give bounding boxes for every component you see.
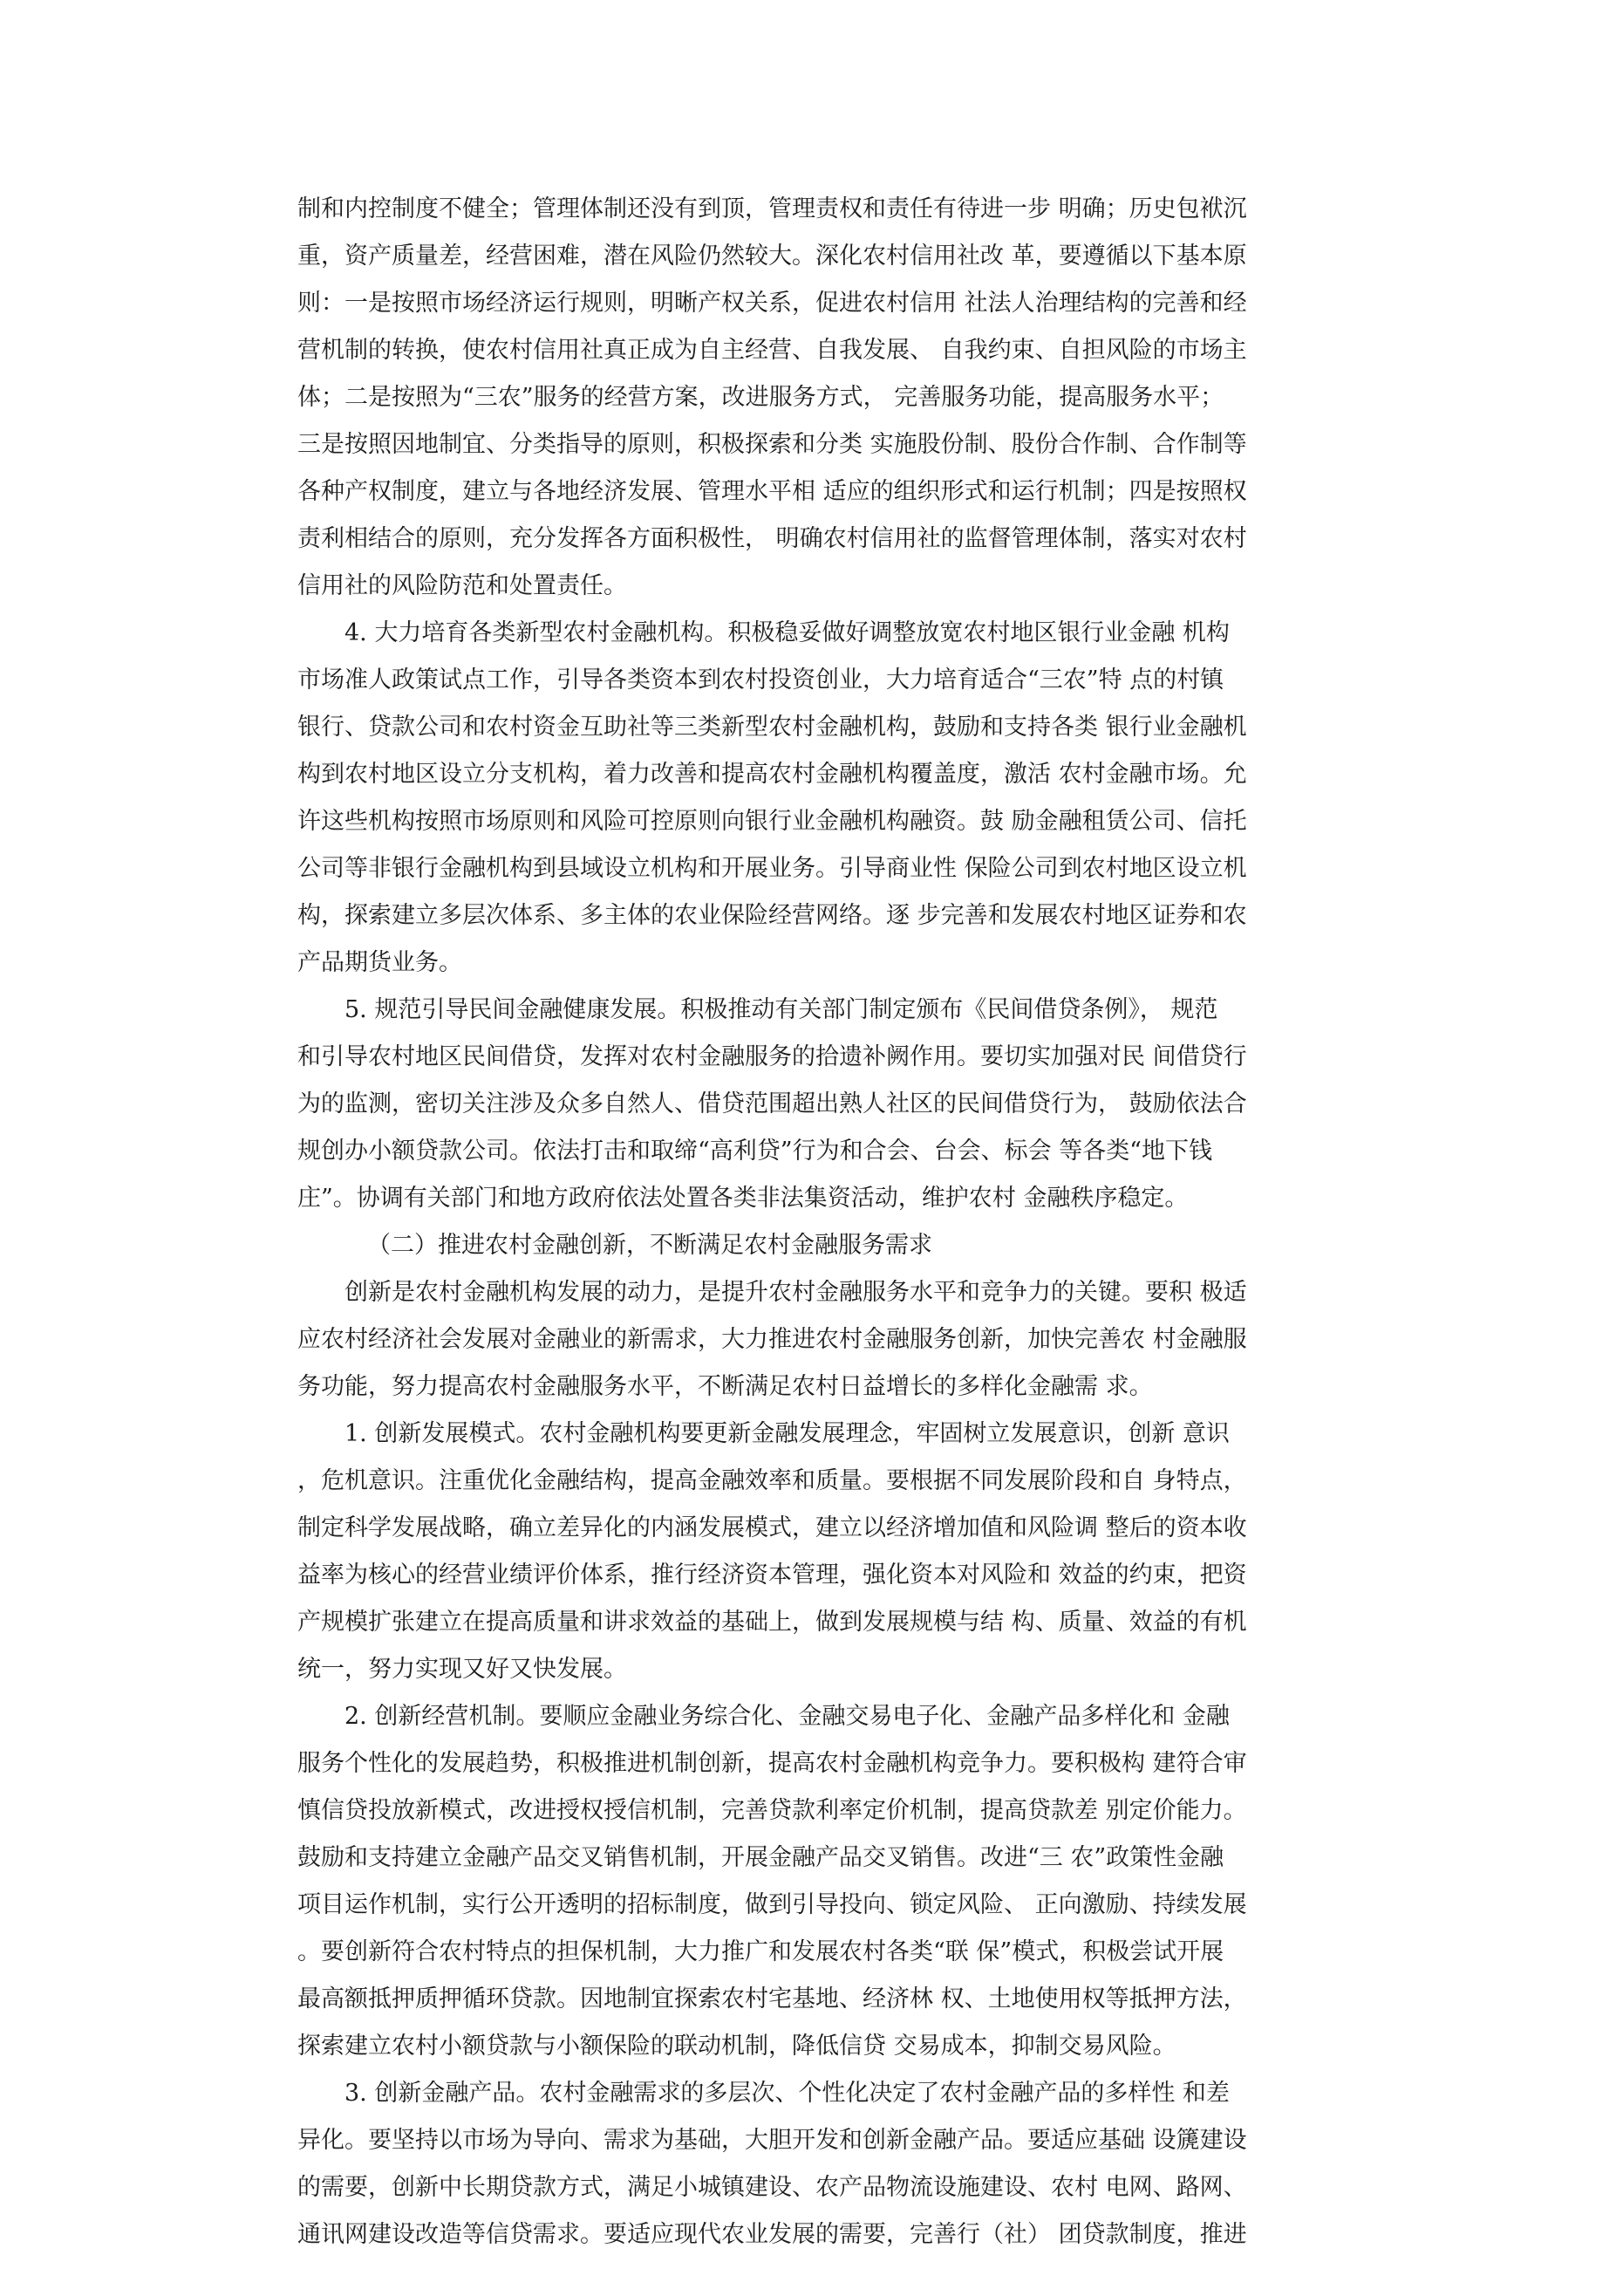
text-line: 最高额抵押质押循环贷款。因地制宜探索农村宅基地、经济林 权、土地使用权等抵押方法， xyxy=(297,1985,1247,2012)
text-line: 各种产权制度，建立与各地经济发展、管理水平相 适应的组织形式和运行机制；四是按照权 xyxy=(297,478,1247,505)
paragraph-start-line: 4. 大力培育各类新型农村金融机构。积极稳妥做好调整放宽农村地区银行业金融 机构 xyxy=(344,619,1230,646)
paragraph-start-line: 创新是农村金融机构发展的动力，是提升农村金融服务水平和竞争力的关键。要积 极适 xyxy=(344,1279,1247,1306)
text-line: 许这些机构按照市场原则和风险可控原则向银行业金融机构融资。鼓 励金融租赁公司、信托 xyxy=(297,808,1247,835)
text-line: 通讯网建设改造等信贷需求。要适应现代农业发展的需要，完善行（社） 团贷款制度，推进 xyxy=(297,2221,1247,2248)
text-line: 三是按照因地制宜、分类指导的原则，积极探索和分类 实施股份制、股份合作制、合作制等 xyxy=(297,431,1247,458)
text-line: ，危机意识。注重优化金融结构，提高金融效率和质量。要根据不同发展阶段和自 身特点， xyxy=(297,1467,1247,1494)
paragraph-start-line: 2. 创新经营机制。要顺应金融业务综合化、金融交易电子化、金融产品多样化和 金融 xyxy=(344,1703,1230,1730)
text-line: 构到农村地区设立分支机构，着力改善和提高农村金融机构覆盖度，激活 农村金融市场。允 xyxy=(297,761,1247,788)
text-line: 服务个性化的发展趋势，积极推进机制创新，提高农村金融机构竞争力。要积极构 建符合审 xyxy=(297,1750,1247,1777)
text-line: 制定科学发展战略，确立差异化的内涵发展模式，建立以经济增加值和风险调 整后的资本收 xyxy=(297,1514,1247,1541)
text-line: 庄”。协调有关部门和地方政府依法处置各类非法集资活动，维护农村 金融秩序稳定。 xyxy=(297,1185,1189,1212)
text-line: 信用社的风险防范和处置责任。 xyxy=(297,572,627,599)
text-line: 务功能，努力提高农村金融服务水平，不断满足农村日益增长的多样化金融需 求。 xyxy=(297,1373,1153,1400)
text-line: 的需要，创新中长期贷款方式，满足小城镇建设、农产品物流设施建设、农村 电网、路网、 xyxy=(297,2174,1247,2201)
text-line: 产规模扩张建立在提高质量和讲求效益的基础上，做到发展规模与结 构、质量、效益的有机 xyxy=(297,1609,1247,1636)
text-line: 制和内控制度不健全；管理体制还没有到顶，管理责权和责任有待进一步 明确；历史包袱沉 xyxy=(297,195,1247,222)
text-line: 应农村经济社会发展对金融业的新需求，大力推进农村金融服务创新，加快完善农 村金融服 xyxy=(297,1326,1247,1353)
text-line: 和引导农村地区民间借贷，发挥对农村金融服务的拾遗补阙作用。要切实加强对民 间借贷行 xyxy=(297,1043,1247,1070)
document-body xyxy=(297,186,1354,2258)
text-line: 探索建立农村小额贷款与小额保险的联动机制，降低信贷 交易成本，抑制交易风险。 xyxy=(297,2033,1176,2060)
text-line: 益率为核心的经营业绩评价体系，推行经济资本管理，强化资本对风险和 效益的约束，把资 xyxy=(297,1561,1247,1589)
text-line: 慎信贷投放新模式，改进授权授信机制，完善贷款利率定价机制，提高贷款差 别定价能力。 xyxy=(297,1797,1247,1824)
text-line: 体；二是按照为“三农”服务的经营方案，改进服务方式， 完善服务功能，提高服务水平； xyxy=(297,384,1224,411)
text-line: 产品期货业务。 xyxy=(297,949,462,976)
text-line: 营机制的转换，使农村信用社真正成为自主经营、自我发展、 自我约束、自担风险的市场主 xyxy=(297,337,1247,364)
paragraph-start-line: 5. 规范引导民间金融健康发展。积极推动有关部门制定颁布《民间借贷条例》， 规范 xyxy=(344,996,1218,1023)
text-line: 异化。要坚持以市场为导向、需求为基础，大胆开发和创新金融产品。要适应基础 设篪建设 xyxy=(297,2127,1247,2154)
text-line: 市场准人政策试点工作，引导各类资本到农村投资创业，大力培育适合“三农”特 点的村镇 xyxy=(297,666,1224,694)
section-heading: （二）推进农村金融创新，不断满足农村金融服务需求 xyxy=(367,1232,932,1259)
text-line: 。要创新符合农村特点的担保机制，大力推广和发展农村各类“联 保”模式，积极尝试开展 xyxy=(297,1938,1224,1965)
text-line: 责利相结合的原则，充分发挥各方面积极性， 明确农村信用社的监督管理体制，落实对农村 xyxy=(297,525,1247,552)
text-line: 为的监测，密切关注涉及众多自然人、借贷范围超出熟人社区的民间借贷行为， 鼓励依法合 xyxy=(297,1090,1247,1117)
text-line: 规创办小额贷款公司。依法打击和取缔“高利贷”行为和合会、台会、标会 等各类“地下钱 xyxy=(297,1138,1212,1165)
text-line: 构，探索建立多层次体系、多主体的农业保险经营网络。逐 步完善和发展农村地区证券和农 xyxy=(297,902,1247,929)
paragraph-start-line: 1. 创新发展模式。农村金融机构要更新金融发展理念，牢固树立发展意识，创新 意识 xyxy=(344,1420,1230,1447)
text-line: 银行、贷款公司和农村资金互助社等三类新型农村金融机构，鼓励和支持各类 银行业金融机 xyxy=(297,714,1247,741)
text-line: 公司等非银行金融机构到县域设立机构和开展业务。引导商业性 保险公司到农村地区设立机 xyxy=(297,855,1247,882)
text-line: 鼓励和支持建立金融产品交叉销售机制，开展金融产品交叉销售。改进“三 农”政策性金融 xyxy=(297,1844,1224,1871)
text-line: 统一，努力实现又好又快发展。 xyxy=(297,1656,627,1683)
text-line: 则：一是按照市场经济运行规则，明晰产权关系，促进农村信用 社法人治理结构的完善和经 xyxy=(297,290,1247,317)
paragraph-start-line: 3. 创新金融产品。农村金融需求的多层次、个性化决定了农村金融产品的多样性 和差 xyxy=(344,2080,1230,2107)
text-line: 项目运作机制，实行公开透明的招标制度，做到引导投向、锁定风险、 正向激励、持续发展 xyxy=(297,1891,1247,1918)
text-line: 重，资产质量差，经营困难，潜在风险仍然较大。深化农村信用社改 革，要遵循以下基本原 xyxy=(297,243,1247,270)
